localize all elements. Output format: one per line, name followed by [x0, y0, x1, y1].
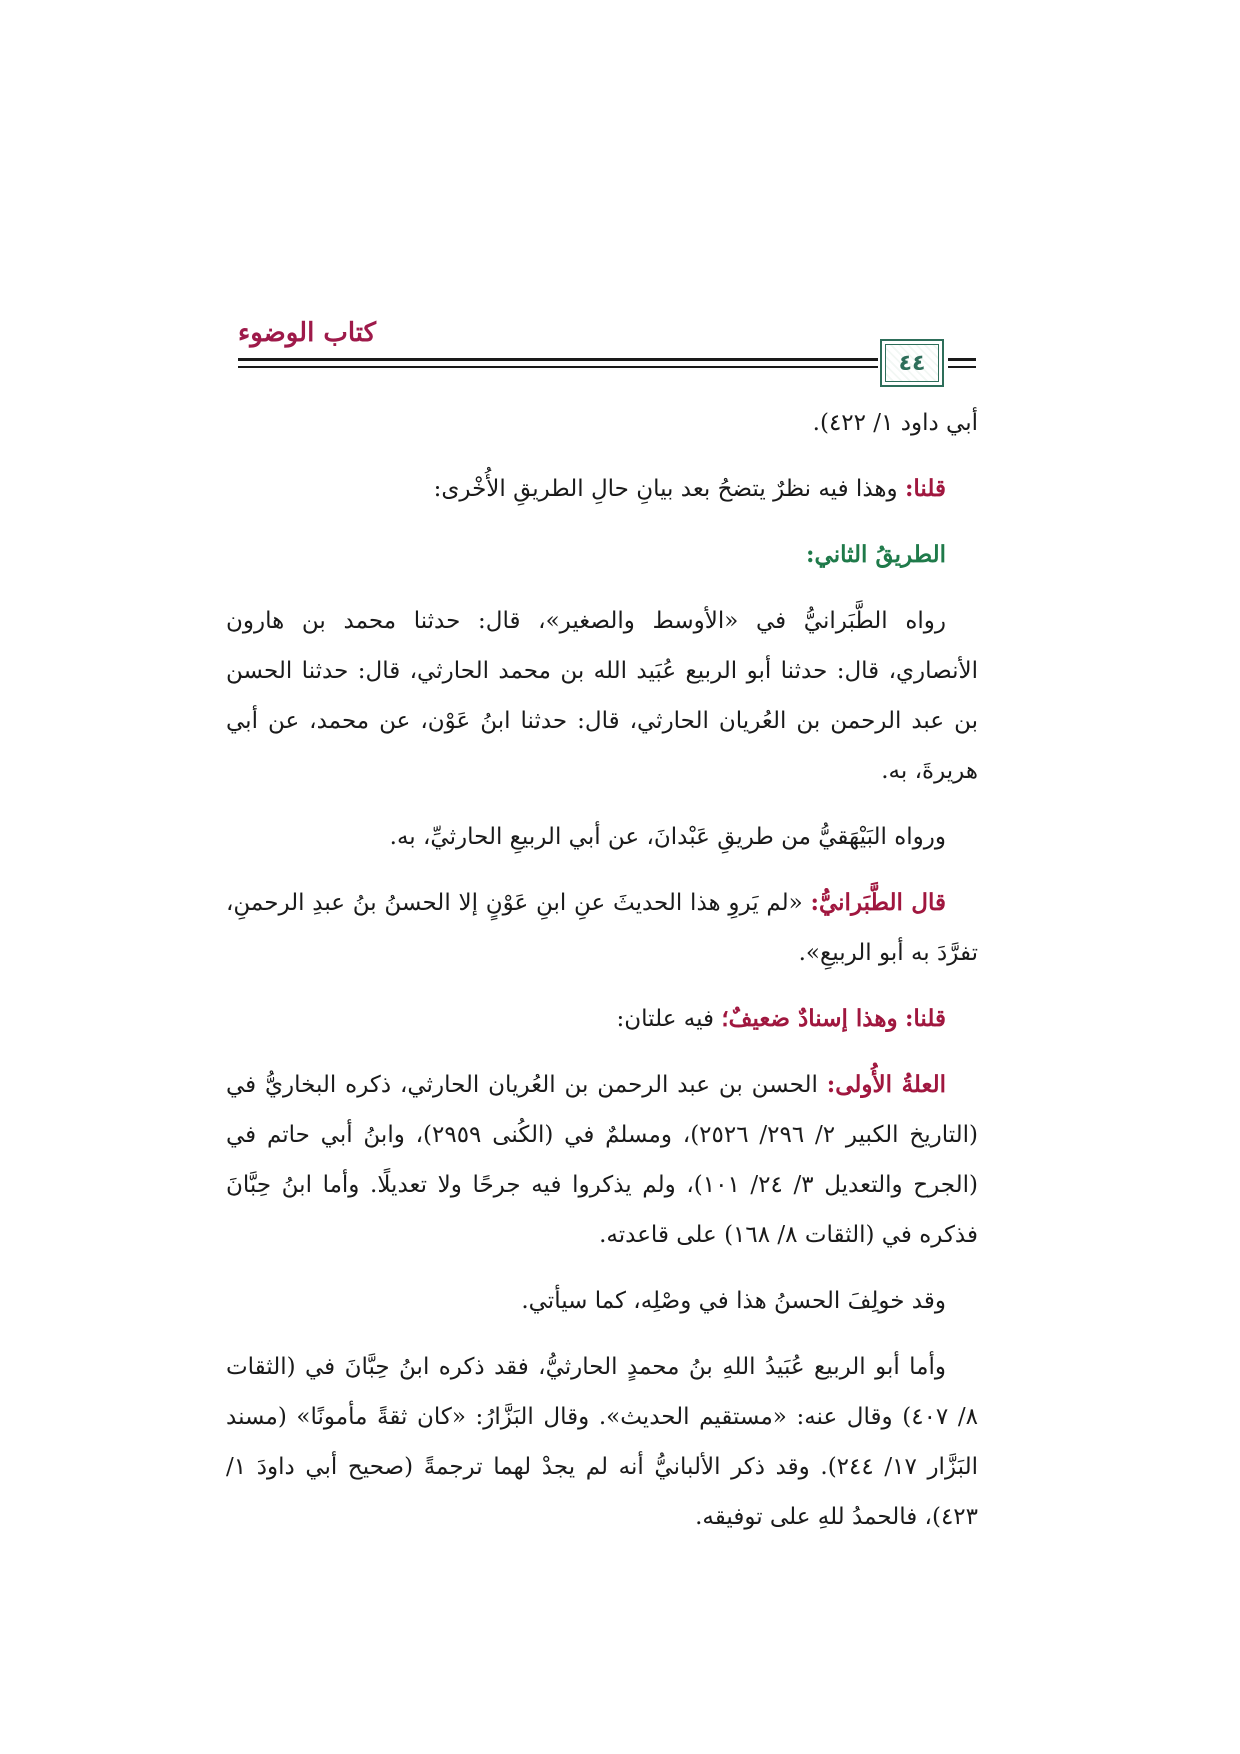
paragraph-8-text: الحسن بن عبد الرحمن بن العُريان الحارثي، ذكره البخاريُّ في (التاريخ الكبير ٢/ ٢٩٦/ ٢٥٢٦)، ومسلمٌ في (الكُنى ٢٩٥٩)، وابنُ أبي حاتم في (الجرح والتعديل ٣/ ٢٤/ ١٠١)، ولم يذكروا فيه جرحًا ولا تعديلًا. وأما ابنُ حِبَّانَ فذكره في (الثقات ٨/ ١٦٨) على قاعدته. — [226, 1072, 979, 1248]
header-rule-tail-thick — [948, 358, 976, 361]
paragraph-10-text: وأما أبو الربيع عُبَيدُ اللهِ بنُ محمدٍ الحارثيُّ، فقد ذكره ابنُ حِبَّانَ في (الثقات ٨/ ٤٠٧) وقال عنه: «مستقيم الحديث». وقال البَزَّارُ: «كان ثقةً مأمونًا» (مسند البَزَّار ١٧/ ٢٤٤). وقد ذكر الألبانيُّ أنه لم يجدْ لهما ترجمةً (صحيح أبي داودَ ١/ ٤٢٣)، فالحمدُ للهِ على توفيقه. — [226, 1354, 978, 1530]
paragraph-2 — [226, 464, 978, 514]
section-heading — [226, 530, 978, 580]
page-number-ornament — [880, 339, 944, 387]
body-text — [226, 398, 978, 1558]
paragraph-1 — [226, 398, 978, 448]
paragraph-6-lead: قال الطَّبَرانيُّ: — [810, 889, 947, 916]
header-rule-thick — [238, 358, 878, 361]
paragraph-10 — [226, 1342, 978, 1542]
running-title: كتاب الوضوء — [238, 318, 376, 348]
paragraph-4-text: رواه الطَّبَرانيُّ في «الأوسط والصغير»، قال: حدثنا محمد بن هارون الأنصاري، قال: حدثنا أبو الربيع عُبَيد الله بن محمد الحارثي، قال: حدثنا الحسن بن عبد الرحمن بن العُريان الحارثي، قال: حدثنا ابنُ عَوْن، عن محمد، عن أبي هريرةَ، به. — [226, 608, 978, 784]
paragraph-6-text: «لم يَروِ هذا الحديثَ عنِ ابنِ عَوْنٍ إلا الحسنُ بنُ عبدِ الرحمنِ، تفرَّدَ به أبو الربيعِ». — [226, 890, 978, 966]
header-rule-tail-thin — [948, 366, 976, 368]
paragraph-7-lead: قلنا: — [904, 1005, 946, 1032]
page-number: ٤٤ — [885, 344, 939, 382]
paragraph-2-text: وهذا فيه نظرٌ يتضحُ بعد بيانِ حالِ الطريقِ الأُخْرى: — [433, 476, 898, 502]
paragraph-8-lead: العلةُ الأُولى: — [826, 1071, 947, 1098]
paragraph-5-text: ورواه البَيْهَقيُّ من طريقِ عَبْدانَ، عن أبي الربيعِ الحارثيِّ، به. — [389, 824, 946, 850]
paragraph-7-text: فيه علتان: — [616, 1006, 715, 1032]
header-rule-thin — [238, 366, 878, 368]
paragraph-6 — [226, 878, 978, 978]
paragraph-4 — [226, 596, 978, 796]
section-heading-text: الطريقُ الثاني: — [806, 541, 946, 568]
paragraph-9-text: وقد خولِفَ الحسنُ هذا في وصْلِه، كما سيأتي. — [521, 1288, 946, 1314]
paragraph-1-text: أبي داود ١/ ٤٢٢). — [812, 410, 978, 436]
paragraph-9 — [226, 1276, 978, 1326]
paragraph-7-emphasis: وهذا إسنادٌ ضعيفٌ؛ — [721, 1005, 898, 1032]
paragraph-8 — [226, 1060, 978, 1260]
paragraph-2-lead: قلنا: — [904, 475, 946, 502]
paragraph-5 — [226, 812, 978, 862]
paragraph-7 — [226, 994, 978, 1044]
